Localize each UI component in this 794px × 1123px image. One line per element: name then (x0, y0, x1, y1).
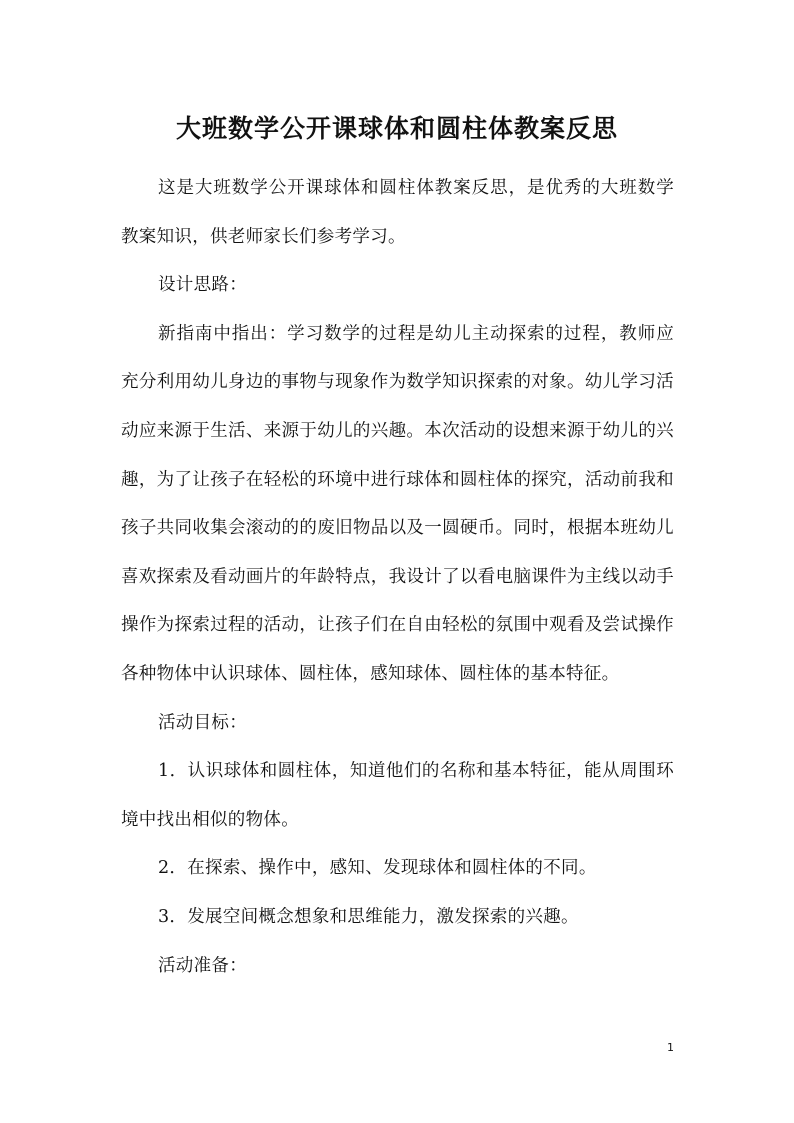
design-idea-paragraph: 新指南中指出：学习数学的过程是幼儿主动探索的过程，教师应充分利用幼儿身边的事物与现象作为数学知识探索的对象。幼儿学习活动应来源于生活、来源于幼儿的兴趣。本次活动的设想来源于幼儿的兴趣，为了让孩子在轻松的环境中进行球体和圆柱体的探究，活动前我和孩子共同收集会滚动的的废旧物品以及一圆硬币。同时，根据本班幼儿喜欢探索及看动画片的年龄特点，我设计了以看电脑课件为主线以动手操作为探索过程的活动，让孩子们在自由轻松的氛围中观看及尝试操作各种物体中认识球体、圆柱体，感知球体、圆柱体的基本特征。 (121, 323, 674, 684)
objective-item-2: 2．在探索、操作中，感知、发现球体和圆柱体的不同。 (158, 858, 597, 879)
objective-item-1: 1．认识球体和圆柱体，知道他们的名称和基本特征，能从周围环境中找出相似的物体。 (121, 761, 674, 830)
objective-item-3: 3．发展空间概念想象和思维能力，激发探索的兴趣。 (158, 906, 579, 927)
document-title: 大班数学公开课球体和圆柱体教案反思 (175, 113, 618, 143)
design-idea-heading: 设计思路： (158, 275, 247, 296)
page-number: 1 (667, 1041, 674, 1054)
objectives-heading: 活动目标： (158, 712, 247, 733)
document-body (121, 164, 674, 990)
preparation-heading: 活动准备： (158, 955, 247, 976)
intro-paragraph: 这是大班数学公开课球体和圆柱体教案反思，是优秀的大班数学教案知识，供老师家长们参考学习。 (121, 178, 674, 247)
